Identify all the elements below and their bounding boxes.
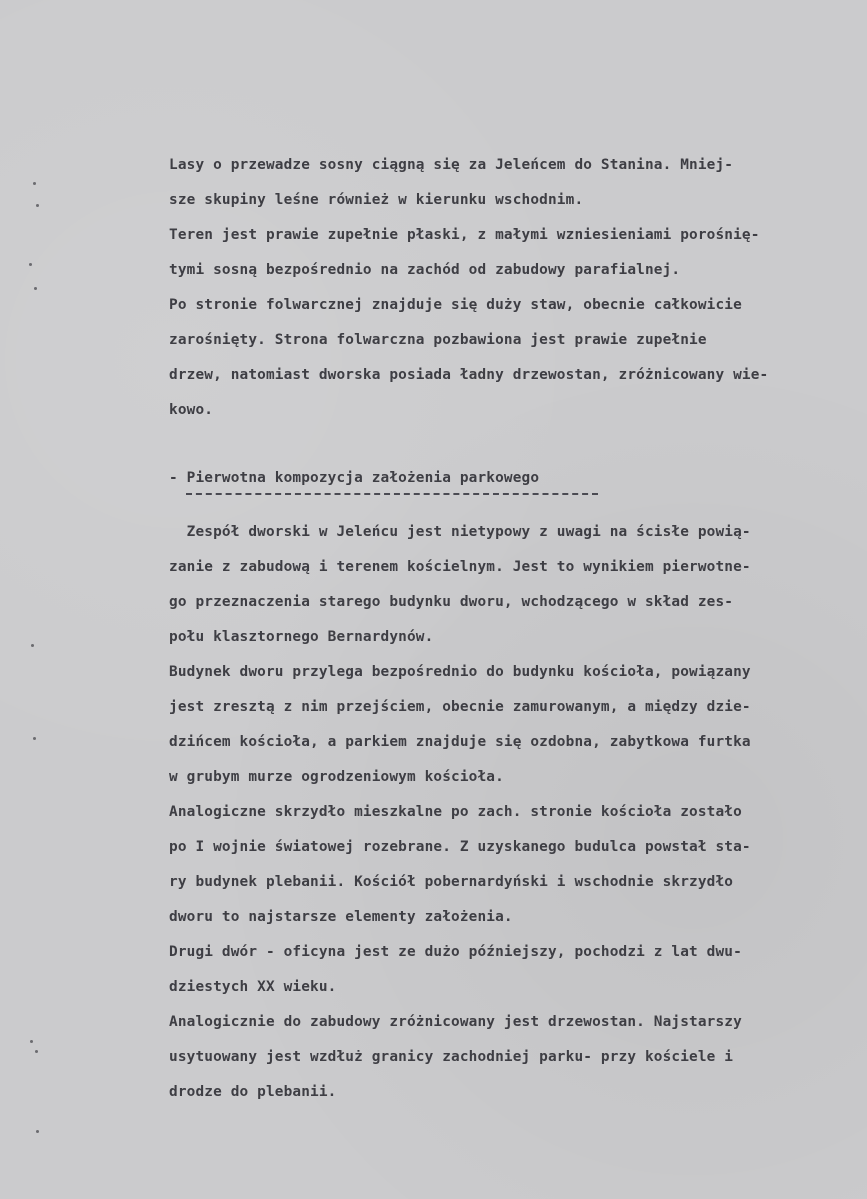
text-line: zarośnięty. Strona folwarczna pozbawiona jest prawie zupełnie	[169, 332, 707, 348]
margin-speck	[31, 644, 34, 647]
margin-speck	[29, 263, 32, 266]
text-line: go przeznaczenia starego budynku dworu, wchodzącego w skład zes-	[169, 594, 734, 610]
margin-speck	[35, 1050, 38, 1053]
text-line: kowo.	[169, 402, 214, 418]
text-line: jest zresztą z nim przejściem, obecnie zamurowanym, a między dzie-	[169, 699, 751, 715]
text-line: połu klasztornego Bernardynów.	[169, 629, 434, 645]
margin-speck	[33, 737, 36, 740]
margin-speck	[30, 1040, 33, 1043]
text-line: Teren jest prawie zupełnie płaski, z małymi wzniesieniami porośnię-	[169, 227, 760, 243]
margin-speck	[36, 204, 39, 207]
heading-underline	[186, 493, 598, 495]
text-line: usytuowany jest wzdłuż granicy zachodniej parku- przy kościele i	[169, 1049, 734, 1065]
text-line: ry budynek plebanii. Kościół pobernardyński i wschodnie skrzydło	[169, 874, 734, 890]
text-line: tymi sosną bezpośrednio na zachód od zabudowy parafialnej.	[169, 262, 681, 278]
text-line: zanie z zabudową i terenem kościelnym. Jest to wynikiem pierwotne-	[169, 559, 751, 575]
text-line: drodze do plebanii.	[169, 1084, 337, 1100]
text-line: Po stronie folwarcznej znajduje się duży staw, obecnie całkowicie	[169, 297, 742, 313]
text-line: sze skupiny leśne również w kierunku wschodnim.	[169, 192, 584, 208]
text-line: dziestych XX wieku.	[169, 979, 337, 995]
text-line: Budynek dworu przylega bezpośrednio do budynku kościoła, powiązany	[169, 664, 751, 680]
text-line: Zespół dworski w Jeleńcu jest nietypowy z uwagi na ścisłe powią-	[169, 524, 751, 540]
text-line: dworu to najstarsze elementy założenia.	[169, 909, 513, 925]
text-line: drzew, natomiast dworska posiada ładny drzewostan, zróżnicowany wie-	[169, 367, 769, 383]
text-line: w grubym murze ogrodzeniowym kościoła.	[169, 769, 504, 785]
text-line: dzińcem kościoła, a parkiem znajduje się ozdobna, zabytkowa furtka	[169, 734, 751, 750]
section-heading: - Pierwotna kompozycja założenia parkowego	[169, 470, 540, 486]
margin-speck	[33, 182, 36, 185]
margin-speck	[36, 1130, 39, 1133]
text-line: Analogiczne skrzydło mieszkalne po zach. stronie kościoła zostało	[169, 804, 742, 820]
margin-speck	[34, 287, 37, 290]
text-line: Drugi dwór - oficyna jest ze dużo późniejszy, pochodzi z lat dwu-	[169, 944, 742, 960]
text-line: Lasy o przewadze sosny ciągną się za Jeleńcem do Stanina. Mniej-	[169, 157, 734, 173]
text-line: Analogicznie do zabudowy zróżnicowany jest drzewostan. Najstarszy	[169, 1014, 742, 1030]
text-line: po I wojnie światowej rozebrane. Z uzyskanego budulca powstał sta-	[169, 839, 751, 855]
